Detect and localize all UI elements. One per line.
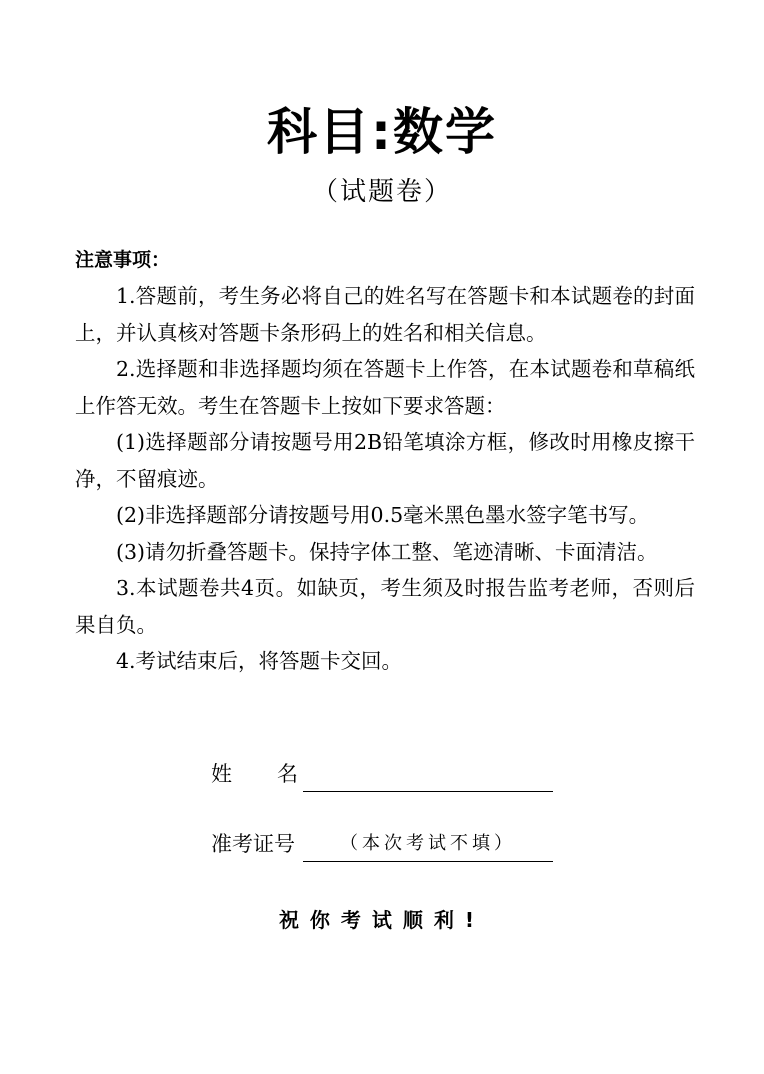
exam-id-note: （本次考试不填）: [340, 833, 516, 854]
instruction-item: (2)非选择题部分请按题号用0.5毫米黑色墨水签字笔书写。: [116, 503, 650, 527]
exam-id-label: 准考证号: [211, 832, 295, 856]
instructions-section: [75, 244, 695, 680]
name-field[interactable]: [303, 757, 553, 792]
instruction-item: 3.本试题卷共4页。如缺页，考生须及时报告监考老师，否则后果自负。: [75, 576, 695, 637]
exam-id-field[interactable]: [303, 827, 553, 862]
subject-title: 科目:数学: [267, 103, 497, 161]
instruction-item: 4.考试结束后，将答题卡交回。: [116, 649, 403, 673]
instruction-item: (3)请勿折叠答题卡。保持字体工整、笔迹清晰、卡面清洁。: [116, 539, 658, 564]
exam-id-row: [211, 822, 591, 862]
paper-type-subtitle: （试题卷）: [311, 177, 452, 207]
name-row: [211, 752, 591, 792]
candidate-info-form: [211, 752, 591, 862]
instruction-item: 2.选择题和非选择题均须在答题卡上作答，在本试题卷和草稿纸上作答无效。考生在答题卡上按如下要求答题：: [75, 357, 695, 418]
instruction-item: (1)选择题部分请按题号用2B铅笔填涂方框，修改时用橡皮擦干净，不留痕迹。: [75, 430, 695, 491]
instructions-heading: 注意事项：: [75, 249, 171, 271]
instruction-item: 1.答题前，考生务必将自己的姓名写在答题卡和本试题卷的封面上，并认真核对答题卡条形码上的姓名和相关信息。: [75, 284, 695, 345]
name-label: 姓名: [211, 762, 343, 786]
closing-blessing: 祝你考试顺利!: [278, 908, 486, 932]
